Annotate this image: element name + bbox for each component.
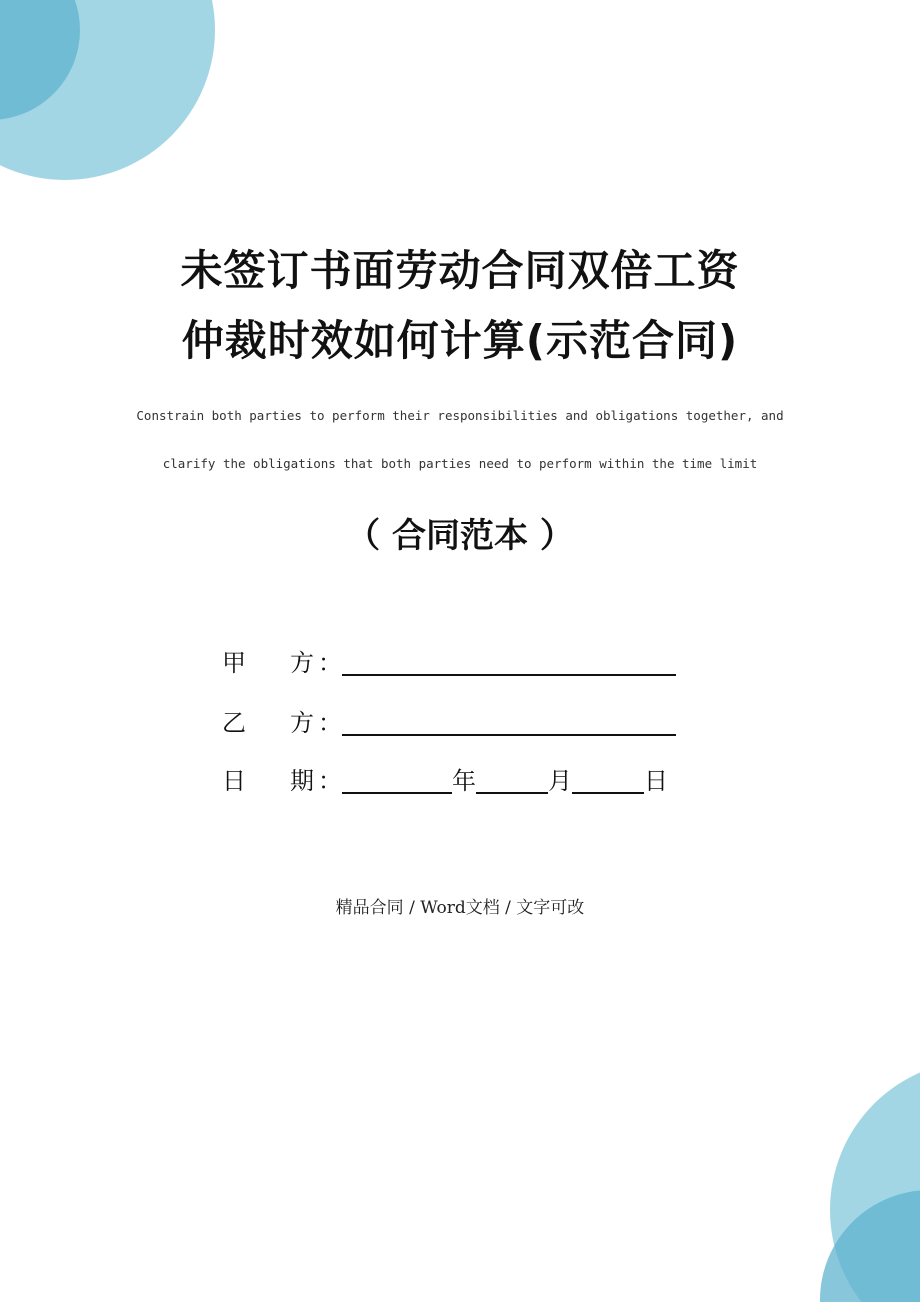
- party-a-blank-line[interactable]: [342, 644, 676, 676]
- date-day-blank[interactable]: [572, 762, 644, 794]
- party-a-label-char1: 甲: [222, 649, 246, 677]
- party-b-blank-line[interactable]: [342, 704, 676, 736]
- date-month-blank[interactable]: [476, 762, 548, 794]
- date-year-blank[interactable]: [342, 762, 452, 794]
- document-type-label: （ 合同范本 ）: [346, 516, 574, 556]
- date-field: [222, 756, 668, 796]
- date-month-unit: 月: [548, 767, 572, 795]
- footer-note: 精品合同 / Word文档 / 文字可改: [335, 898, 585, 918]
- party-a-colon: ：: [318, 649, 342, 677]
- date-colon: ：: [318, 767, 342, 795]
- date-year-unit: 年: [452, 767, 476, 795]
- document-title-line-2: 仲裁时效如何计算(示范合同): [181, 316, 739, 365]
- english-subtitle-line-2: clarify the obligations that both parties need to perform within the time limit: [162, 456, 758, 471]
- party-b-colon: ：: [318, 709, 342, 737]
- party-a-label-char2: 方: [290, 649, 314, 677]
- party-b-field: [222, 698, 676, 738]
- date-day-unit: 日: [644, 767, 668, 795]
- party-a-field: [222, 638, 676, 678]
- date-label-char1: 日: [222, 767, 246, 795]
- date-label-char2: 期: [290, 767, 314, 795]
- document-title-line-1: 未签订书面劳动合同双倍工资: [180, 246, 740, 295]
- party-b-label-char1: 乙: [222, 709, 246, 737]
- english-subtitle-line-1: Constrain both parties to perform their responsibilities and obligations together, and: [136, 408, 784, 423]
- party-b-label-char2: 方: [290, 709, 314, 737]
